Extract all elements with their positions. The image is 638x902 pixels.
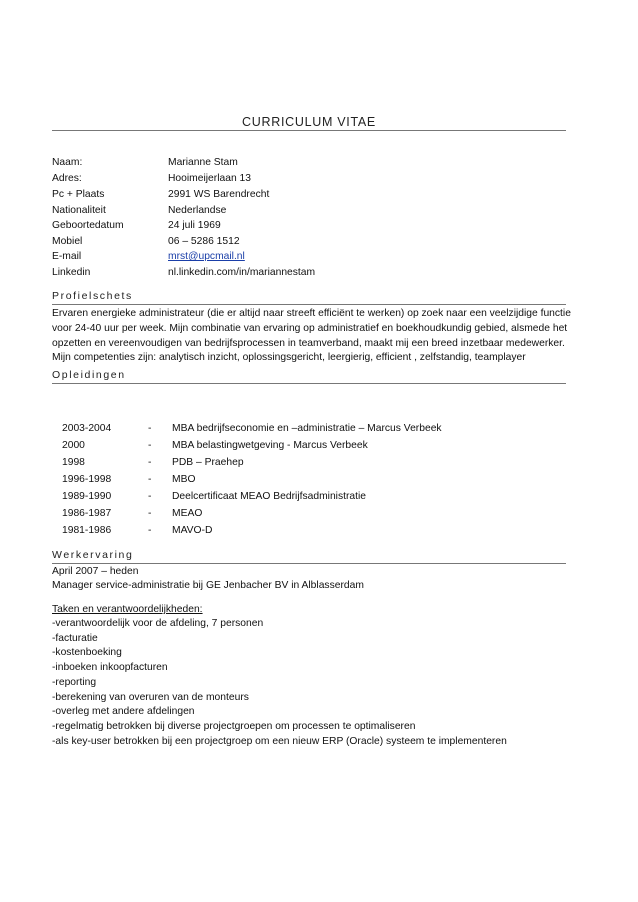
education-year: 1981-1986	[62, 525, 112, 536]
tasks-heading: Taken en verantwoordelijkheden:	[52, 604, 203, 615]
personal-value: nl.linkedin.com/in/mariannestam	[168, 267, 316, 278]
education-dash: -	[148, 474, 152, 485]
personal-value: 2991 WS Barendrecht	[168, 189, 270, 200]
task-item: -als key-user betrokken bij een projectgroep om een nieuw ERP (Oracle) systeem te implementeren	[52, 736, 507, 747]
task-item: -regelmatig betrokken bij diverse projectgroepen om processen te optimaliseren	[52, 721, 416, 732]
profile-line: voor 24-40 uur per week. Mijn combinatie van ervaring op administratief en boekhoudkundig gebied, alsmede het	[52, 323, 568, 334]
education-description: MBA belastingwetgeving - Marcus Verbeek	[172, 440, 368, 451]
section-heading-work: Werkervaring	[52, 549, 134, 561]
personal-value: Nederlandse	[168, 205, 227, 216]
section-heading-profile: Profielschets	[52, 290, 133, 302]
education-description: PDB – Praehep	[172, 457, 244, 468]
education-dash: -	[148, 440, 152, 451]
personal-label: Linkedin	[52, 267, 91, 278]
personal-label: Adres:	[52, 173, 82, 184]
education-dash: -	[148, 423, 152, 434]
education-description: MBA bedrijfseconomie en –administratie – Marcus Verbeek	[172, 423, 442, 434]
personal-value: Marianne Stam	[168, 157, 238, 168]
personal-value: Hooimeijerlaan 13	[168, 173, 251, 184]
section-heading-education: Opleidingen	[52, 369, 126, 381]
section-divider	[52, 383, 566, 384]
education-dash: -	[148, 457, 152, 468]
work-role: Manager service-administratie bij GE Jenbacher BV in Alblasserdam	[52, 580, 364, 591]
task-item: -berekening van overuren van de monteurs	[52, 692, 249, 703]
personal-value: 24 juli 1969	[168, 220, 221, 231]
personal-label: Nationaliteit	[52, 205, 106, 216]
personal-label: Geboortedatum	[52, 220, 124, 231]
education-dash: -	[148, 491, 152, 502]
task-item: -overleg met andere afdelingen	[52, 706, 195, 717]
education-year: 1996-1998	[62, 474, 112, 485]
task-item: -inboeken inkoopfacturen	[52, 662, 168, 673]
education-description: MBO	[172, 474, 196, 485]
education-year: 1989-1990	[62, 491, 112, 502]
education-year: 2000	[62, 440, 85, 451]
email-link[interactable]: mrst@upcmail.nl	[168, 251, 245, 262]
task-item: -reporting	[52, 677, 97, 688]
profile-line: Ervaren energieke administrateur (die er altijd naar streeft efficiënt te werken) op zoek naar een veelzijdige functie	[52, 308, 571, 319]
profile-line: Mijn competenties zijn: analytisch inzicht, oplossingsgericht, leergierig, efficient , zelfstandig, teamplayer	[52, 352, 526, 363]
document-title: CURRICULUM VITAE	[242, 115, 376, 129]
education-dash: -	[148, 508, 152, 519]
personal-label: Naam:	[52, 157, 83, 168]
education-year: 1998	[62, 457, 85, 468]
task-item: -kostenboeking	[52, 647, 122, 658]
personal-label: Pc + Plaats	[52, 189, 105, 200]
task-item: -facturatie	[52, 633, 98, 644]
personal-value: 06 – 5286 1512	[168, 236, 240, 247]
education-year: 1986-1987	[62, 508, 112, 519]
personal-label: E-mail	[52, 251, 82, 262]
title-divider	[52, 130, 566, 131]
education-year: 2003-2004	[62, 423, 112, 434]
education-dash: -	[148, 525, 152, 536]
personal-label: Mobiel	[52, 236, 83, 247]
education-description: MEAO	[172, 508, 203, 519]
education-description: MAVO-D	[172, 525, 213, 536]
section-divider	[52, 304, 566, 305]
education-description: Deelcertificaat MEAO Bedrijfsadministratie	[172, 491, 366, 502]
task-item: -verantwoordelijk voor de afdeling, 7 personen	[52, 618, 264, 629]
profile-line: opzetten en vereenvoudigen van bedrijfsprocessen in teamverband, maakt mij een breed inzetbaar medewerker.	[52, 338, 565, 349]
work-period: April 2007 – heden	[52, 566, 139, 577]
